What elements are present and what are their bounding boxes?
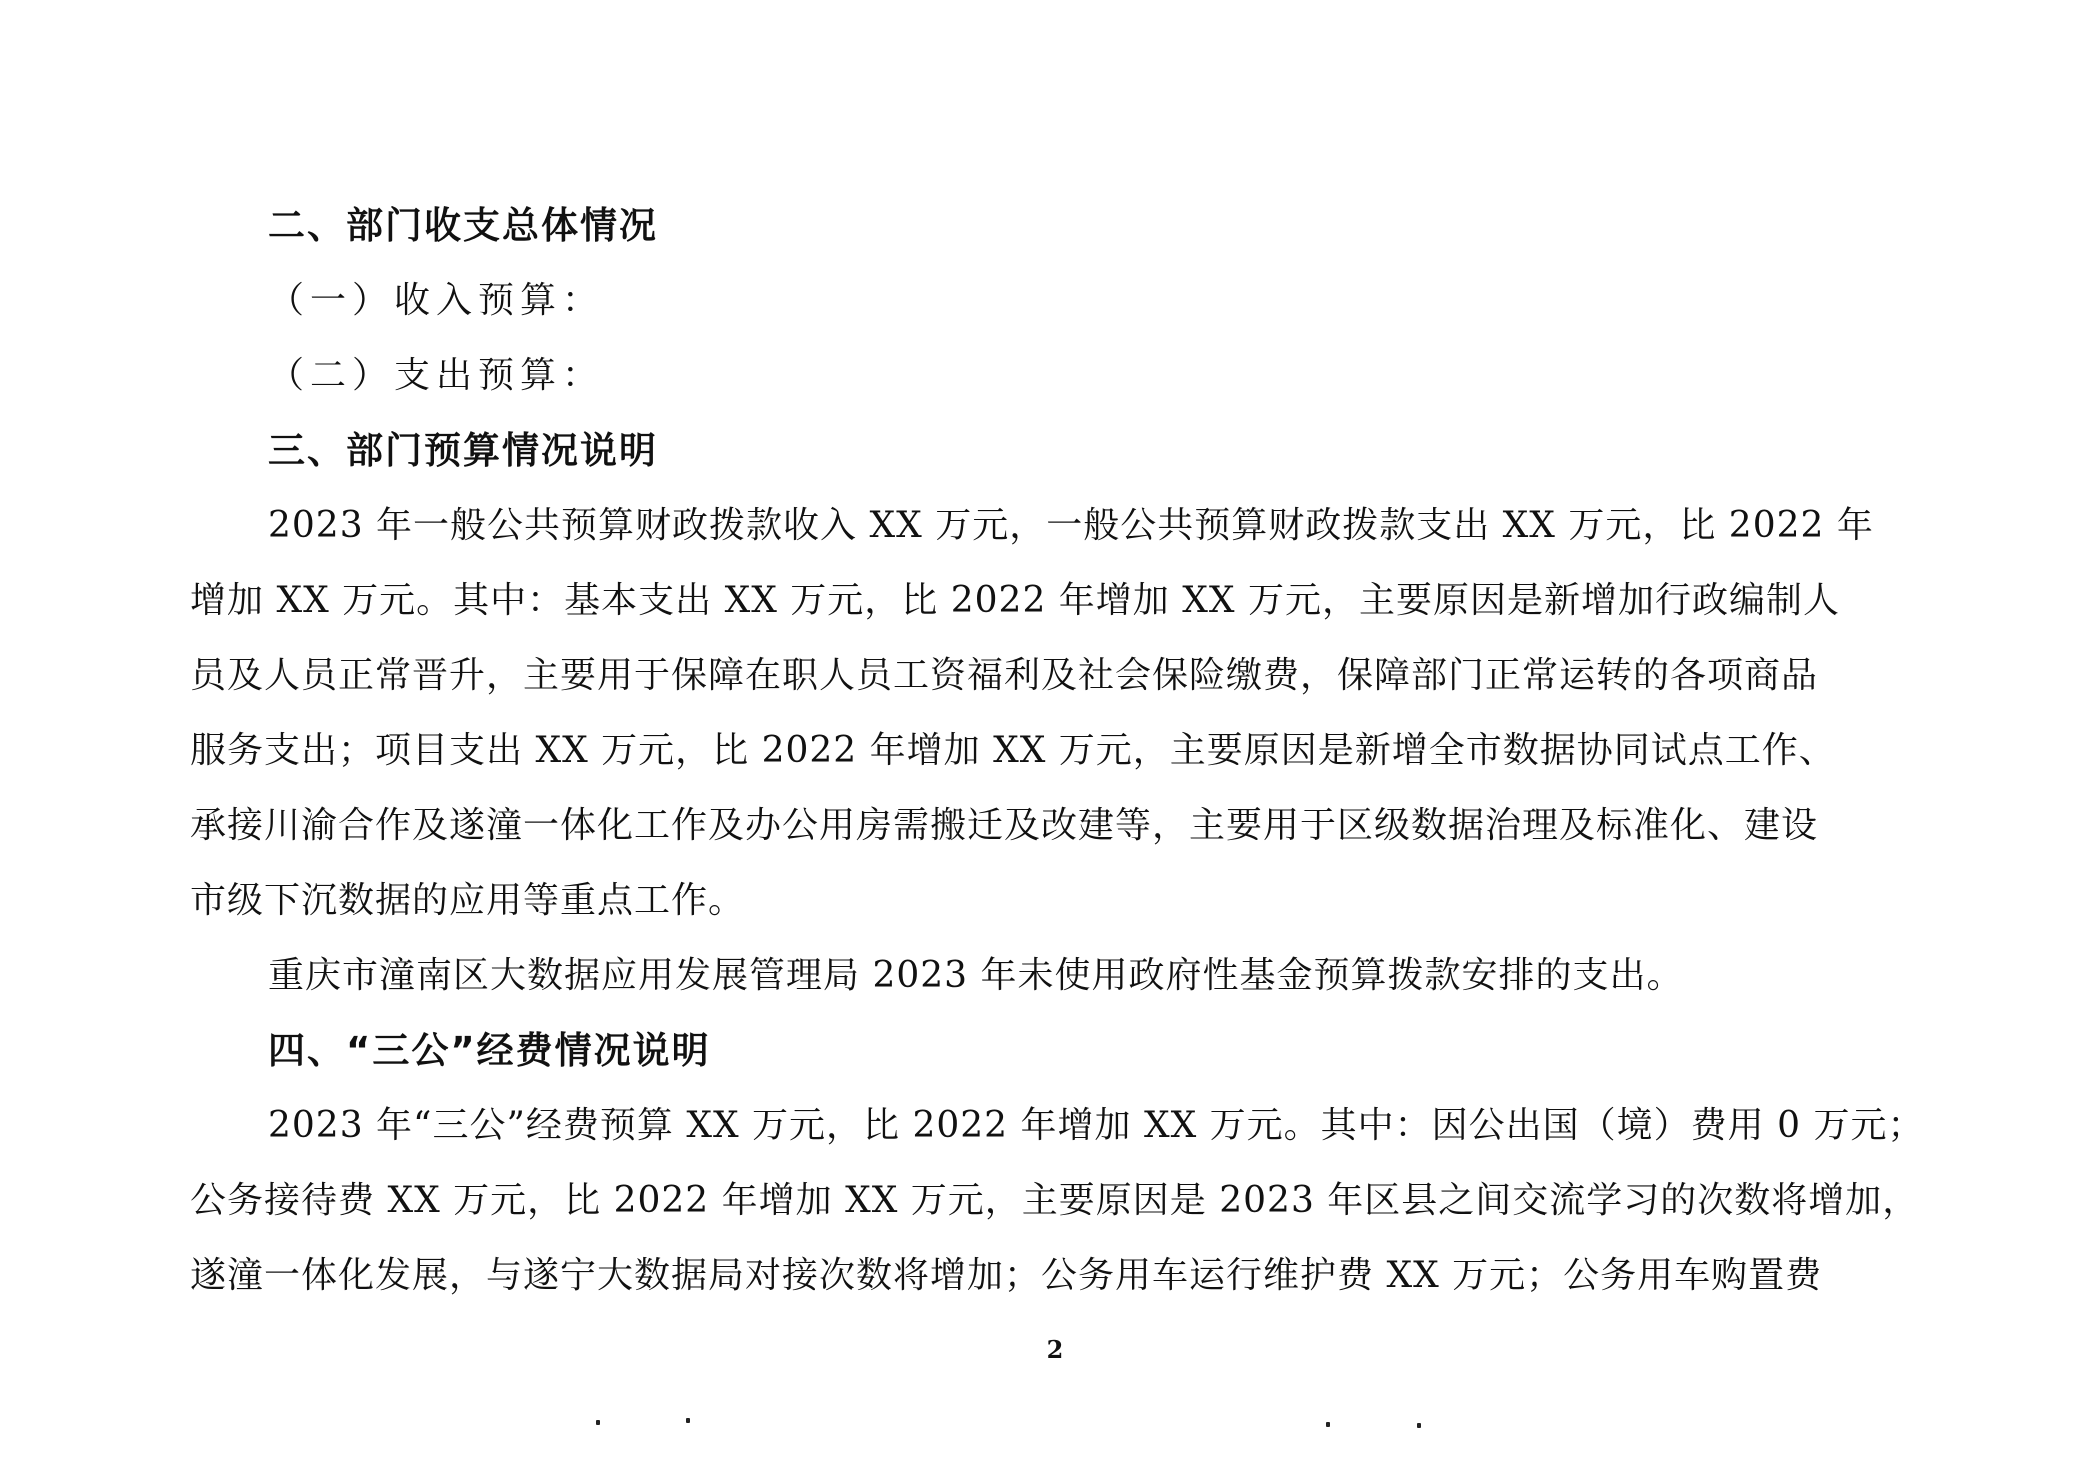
paragraph-line: 承接川渝合作及遂潼一体化工作及办公用房需搬迁及改建等，主要用于区级数据治理及标准化、建设 bbox=[190, 805, 1819, 846]
paragraph-line: 市级下沉数据的应用等重点工作。 bbox=[190, 880, 746, 921]
paragraph-line: 2023 年“三公”经费预算 XX 万元，比 2022 年增加 XX 万元。其中：因公出国（境）费用 0 万元； bbox=[268, 1105, 1925, 1146]
section-heading: 三、部门预算情况说明 bbox=[268, 429, 658, 472]
scan-speck bbox=[1417, 1423, 1421, 1428]
paragraph-line: 遂潼一体化发展，与遂宁大数据局对接次数将增加；公务用车运行维护费 XX 万元；公务用车购置费 bbox=[190, 1255, 1823, 1296]
paragraph-line: 2023 年一般公共预算财政拨款收入 XX 万元，一般公共预算财政拨款支出 XX 万元，比 2022 年 bbox=[268, 505, 1874, 546]
scan-speck bbox=[686, 1418, 690, 1423]
paragraph-line: 公务接待费 XX 万元，比 2022 年增加 XX 万元，主要原因是 2023 年区县之间交流学习的次数将增加， bbox=[190, 1180, 1920, 1221]
paragraph-line: 增加 XX 万元。其中：基本支出 XX 万元，比 2022 年增加 XX 万元，主要原因是新增加行政编制人 bbox=[190, 580, 1840, 621]
scan-speck bbox=[1326, 1422, 1330, 1427]
section-heading: 二、部门收支总体情况 bbox=[268, 204, 658, 247]
paragraph-line: 服务支出；项目支出 XX 万元，比 2022 年增加 XX 万元，主要原因是新增全市数据协同试点工作、 bbox=[190, 730, 1836, 771]
subsection-income: （一）收入预算： bbox=[268, 280, 605, 321]
paragraph-line: 重庆市潼南区大数据应用发展管理局 2023 年未使用政府性基金预算拨款安排的支出。 bbox=[268, 955, 1684, 996]
section-heading: 四、“三公”经费情况说明 bbox=[268, 1029, 711, 1072]
paragraph-line: 员及人员正常晋升，主要用于保障在职人员工资福利及社会保险缴费，保障部门正常运转的各项商品 bbox=[190, 655, 1819, 696]
scan-speck bbox=[596, 1420, 600, 1425]
page-number: 2 bbox=[1046, 1335, 1064, 1364]
subsection-expenditure: （二）支出预算： bbox=[268, 355, 605, 396]
